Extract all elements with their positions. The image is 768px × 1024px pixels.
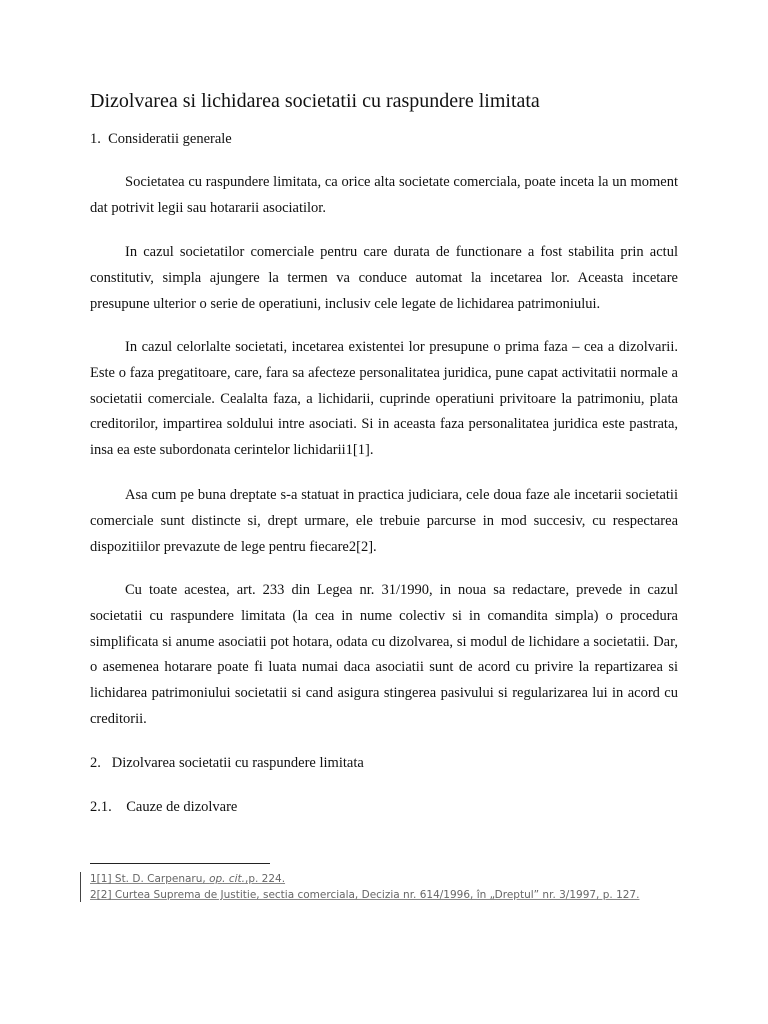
footnote-1[interactable] (90, 873, 285, 885)
footnote-ref[interactable]: 2[2] (90, 889, 112, 901)
section-heading-2-1 (90, 799, 237, 816)
paragraph: In cazul societatilor comerciale pentru care durata de functionare a fost stabilita prin actul constitutiv, simpla ajungere la termen va conduce automat la incetarea lor. Aceasta incetare presupune ulterior o serie de operatiuni, inclusiv cele legate de lichidarea patrimoniului. (90, 244, 678, 312)
paragraph: Asa cum pe buna dreptate s-a statuat in practica judiciara, cele doua faze ale incetarii societatii comerciale sunt distincte si, drept urmare, ele trebuie parcurse in mod succesiv, cu respectarea dispozitiilor prevazute de lege pentru fiecare2[2]. (90, 487, 678, 555)
footnote-text: Curtea Suprema de Justitie, sectia comerciala, Decizia nr. 614/1996, în „Dreptul” nr. 3/1997, p. 127. (111, 889, 640, 901)
section-number: 2. (90, 755, 101, 771)
section-number: 2.1. (90, 799, 112, 815)
section-heading-1 (90, 131, 232, 148)
section-label: Dizolvarea societatii cu raspundere limitata (111, 755, 364, 771)
section-label: Consideratii generale (108, 131, 232, 147)
footnote-italic: op. cit. (209, 873, 245, 885)
footnote-separator (90, 863, 270, 864)
footnote-2[interactable] (90, 889, 639, 901)
section-label: Cauze de dizolvare (126, 799, 238, 815)
paragraph: Societatea cu raspundere limitata, ca orice alta societate comerciala, poate inceta la un moment dat potrivit legii sau hotararii asociatilor. (90, 174, 678, 216)
document-title: Dizolvarea si lichidarea societatii cu raspundere limitata (90, 90, 540, 112)
section-heading-2 (90, 755, 364, 772)
paragraph: Cu toate acestea, art. 233 din Legea nr. 31/1990, in noua sa redactare, prevede in cazul societatii cu raspundere limitata (la cea in nume colectiv si in comandita simpla) o procedura simplificata si anume asociatii pot hotara, odata cu dizolvarea, si modul de lichidare a societatii. Dar, o asemenea hotarare poate fi luata numai daca asociatii sunt de acord cu privire la repartizarea si lichidarea patrimoniului societatii si cand asigura stingerea pasivului si regularizarea lui in acord cu creditorii. (90, 582, 678, 727)
footnote-ref[interactable]: 1[1] (90, 873, 112, 885)
paragraph: In cazul celorlalte societati, incetarea existentei lor presupune o prima faza – cea a dizolvarii. Este o faza pregatitoare, care, fara sa afecteze personalitatea juridica, pune capat activitatii normale a societatii comerciale. Cealalta faza, a lichidarii, cuprinde operatiuni privitoare la patrimoniu, plata creditorilor, impartirea soldului intre asociati. Si in aceasta faza personalitatea juridica este pastrata, insa ea este subordonata cerintelor lichidarii1[1]. (90, 339, 678, 459)
section-number: 1. (90, 131, 101, 147)
footnote-text: St. D. Carpenaru, (111, 873, 210, 885)
change-bar (80, 872, 81, 902)
footnote-text: ,p. 224. (244, 873, 286, 885)
